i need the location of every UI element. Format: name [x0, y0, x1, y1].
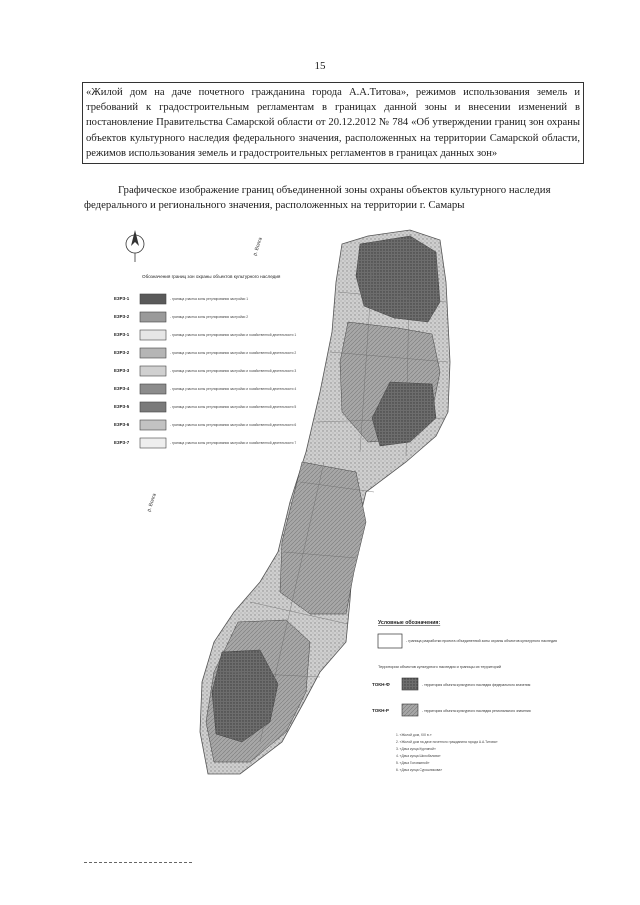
legend-left-code: ЕЗРЗ-3: [114, 368, 130, 373]
legend-right-note: 6. «Дача купца Сурошникова»: [396, 768, 443, 772]
legend-left-swatch: [140, 402, 166, 412]
legend-left: [114, 274, 296, 448]
legend-left-text: - граница участка зоны регулирования застройки 2: [170, 315, 249, 319]
legend-right-swatch: [402, 678, 418, 690]
legend-left-swatch: [140, 348, 166, 358]
legend-right-note: 2. «Жилой дом на даче почетного гражданина города А.А.Титова»: [396, 740, 498, 744]
legend-left-text: - граница участка зоны регулирования застройки и хозяйственной деятельности 1: [170, 333, 297, 337]
river-label-left: р. Волга: [146, 492, 158, 513]
legend-left-code: ЕЗРЗ-4: [114, 386, 130, 391]
legend-right: [372, 619, 557, 772]
zone-map: [110, 222, 560, 802]
page-number: 15: [314, 60, 326, 72]
legend-right-note: 4. «Дача купца Шихобалова»: [396, 754, 441, 758]
map-caption-paragraph: [84, 183, 576, 213]
footnote-separator: [84, 862, 192, 863]
legend-right-swatch: [402, 704, 418, 716]
framed-text-block: «Жилой дом на даче почетного гражданина города А.А.Титова», режимов использования земель и требований к градостроительным регламентам в границах данной зоны и внесении изменений в постановление Правительства Самарской области от 20.12.2012 № 784 «Об утверждении границ зон охраны объектов культурного наследия федерального значения, расположенных на территории Самарской области, режимов использования земель и градостроительных регламентов в границах данных зон»: [82, 82, 584, 164]
legend-left-swatch: [140, 330, 166, 340]
legend-left-swatch: [140, 312, 166, 322]
legend-left-text: - граница участка зоны регулирования застройки 1: [170, 297, 249, 301]
legend-left-text: - граница участка зоны регулирования застройки и хозяйственной деятельности 3: [170, 369, 297, 373]
legend-right-code: ТОКН-Ф: [372, 682, 390, 687]
north-arrow-icon: [126, 230, 144, 262]
legend-right-note: 5. «Дача Головкиной»: [396, 761, 430, 765]
zone-strip: [200, 230, 450, 774]
zone-map-svg: [110, 222, 560, 802]
legend-left-code: ЕЗРЗ-6: [114, 422, 130, 427]
legend-left-code: ЕЗРЗ-2: [114, 314, 130, 319]
legend-left-swatch: [140, 438, 166, 448]
legend-left-swatch: [140, 366, 166, 376]
legend-left-text: - граница участка зоны регулирования застройки и хозяйственной деятельности 7: [170, 441, 297, 445]
legend-right-boundary-text: - граница разработки проекта объединенной зоны охраны объектов культурного наследия: [406, 639, 557, 643]
legend-left-swatch: [140, 384, 166, 394]
legend-right-note: 1. «Жилой дом, XIX в.»: [396, 733, 432, 737]
legend-right-title: Условные обозначения:: [378, 620, 441, 626]
legend-left-text: - граница участка зоны регулирования застройки и хозяйственной деятельности 6: [170, 423, 297, 427]
legend-left-title: Обозначения границ зон охраны объектов культурного наследия: [142, 274, 281, 279]
legend-left-code: ЕЗРЗ-7: [114, 440, 130, 445]
legend-left-code: ЕЗРЗ-1: [114, 332, 130, 337]
legend-right-text: - территория объекта культурного наследия федерального значения: [422, 683, 531, 687]
legend-right-text: - территория объекта культурного наследия регионального значения: [422, 709, 531, 713]
legend-left-text: - граница участка зоны регулирования застройки и хозяйственной деятельности 5: [170, 405, 297, 409]
zone-part-middle: [280, 462, 366, 614]
legend-left-code: ЕЗРЗ-1: [114, 296, 130, 301]
legend-right-boundary-swatch: [378, 634, 402, 648]
legend-left-text: - граница участка зоны регулирования застройки и хозяйственной деятельности 4: [170, 387, 297, 391]
legend-left-swatch: [140, 420, 166, 430]
legend-left-swatch: [140, 294, 166, 304]
legend-right-subtitle: Территории объектов культурного наследия и границы их территорий: [378, 665, 501, 669]
river-label-top: р. Волга: [252, 236, 264, 257]
legend-right-code: ТОКН-Р: [372, 708, 389, 713]
legend-left-code: ЕЗРЗ-5: [114, 404, 130, 409]
map-caption-text: Графическое изображение границ объединенной зоны охраны объектов культурного наследия федерального и регионального значения, расположенных на территории г. Самары: [84, 184, 551, 211]
legend-left-text: - граница участка зоны регулирования застройки и хозяйственной деятельности 2: [170, 351, 297, 355]
legend-right-note: 3. «Дача купца Курлиной»: [396, 747, 436, 751]
legend-left-code: ЕЗРЗ-2: [114, 350, 130, 355]
